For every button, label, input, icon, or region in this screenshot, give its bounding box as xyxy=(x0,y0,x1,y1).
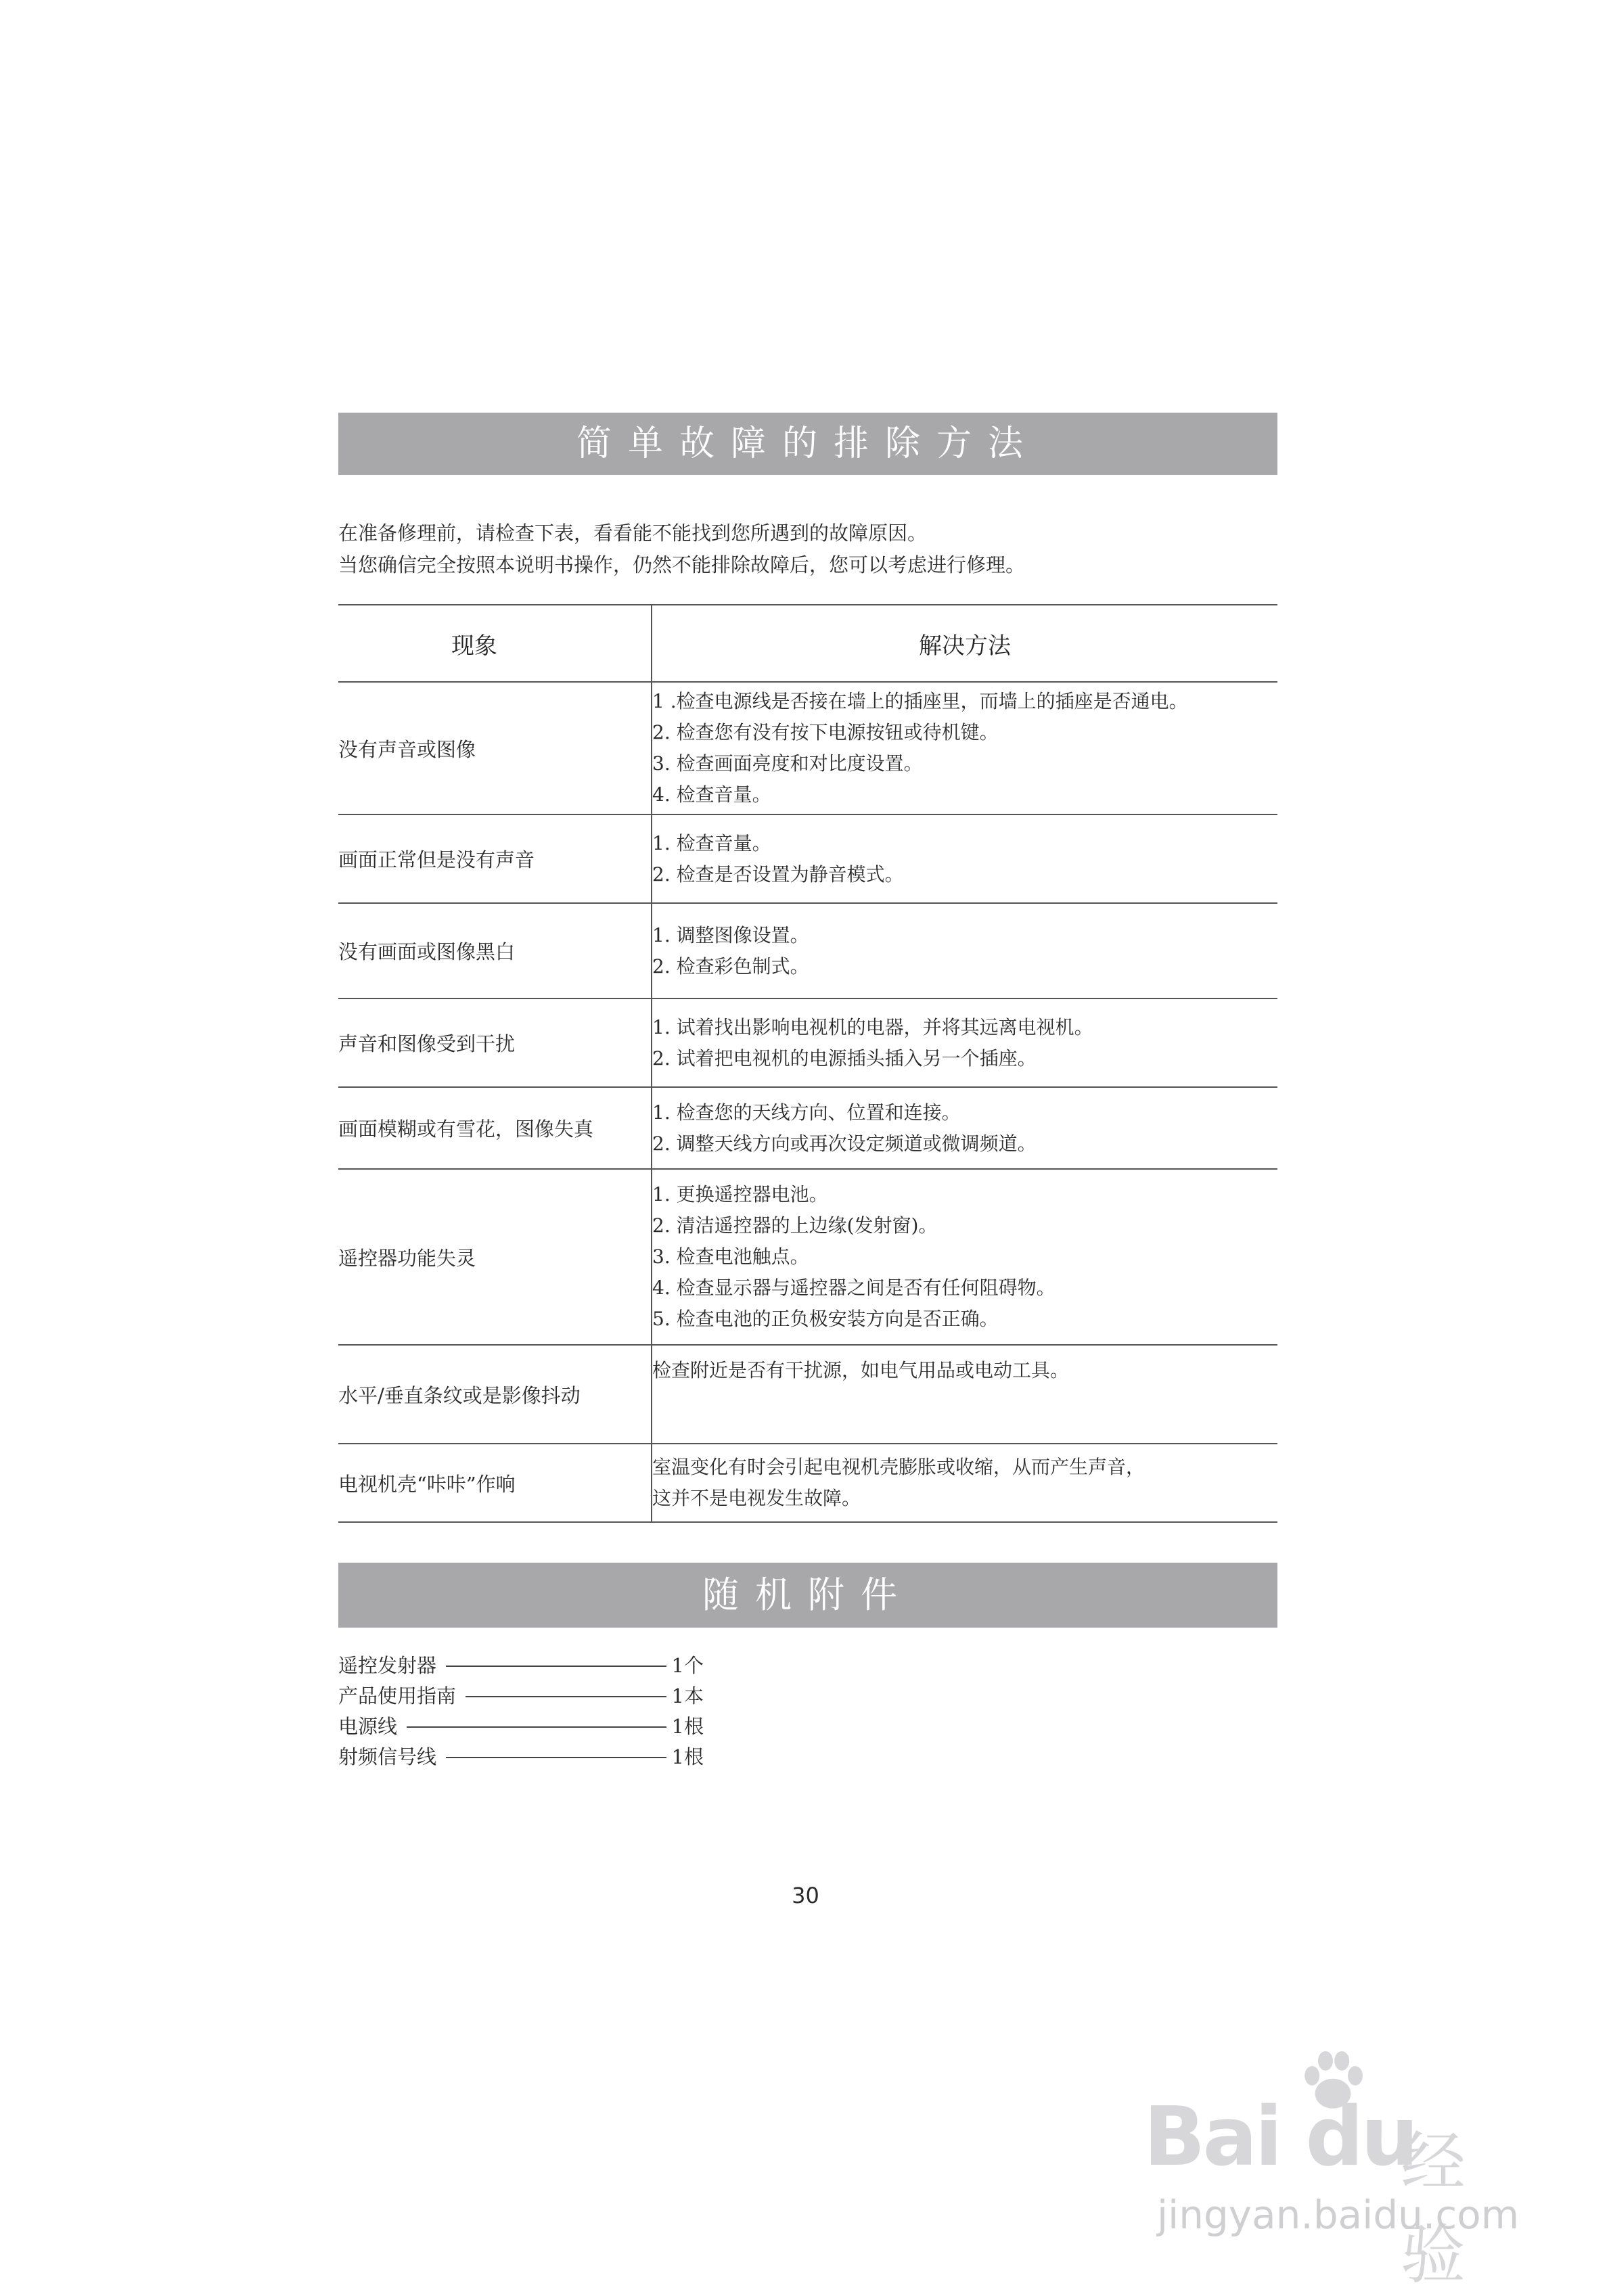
symptom-cell: 没有声音或图像 xyxy=(338,682,652,814)
symptom-cell: 没有画面或图像黑白 xyxy=(338,903,652,998)
solution-step: 2. 清洁遥控器的上边缘(发射窗)。 xyxy=(652,1214,938,1237)
accessory-item xyxy=(338,1681,704,1712)
table-row xyxy=(338,814,1277,903)
solution-step: 1. 试着找出影响电视机的电器，并将其远离电视机。 xyxy=(652,1015,1093,1038)
solution-cell xyxy=(652,1087,1277,1169)
table-row xyxy=(338,682,1277,814)
watermark-logo-cn: 经验 xyxy=(1401,2124,1466,2293)
accessory-quantity: 1个 xyxy=(671,1654,704,1677)
symptom-cell: 遥控器功能失灵 xyxy=(338,1169,652,1345)
solution-cell xyxy=(652,1169,1277,1345)
accessory-item xyxy=(338,1742,704,1772)
accessory-name: 产品使用指南 xyxy=(338,1684,457,1707)
solution-step: 室温变化有时会引起电视机壳膨胀或收缩，从而产生声音， xyxy=(652,1456,1145,1478)
solution-step: 3. 检查画面亮度和对比度设置。 xyxy=(652,752,923,775)
section-title-troubleshooting: 简单故障的排除方法 xyxy=(338,413,1277,475)
solution-step: 1. 更换遥控器电池。 xyxy=(652,1183,828,1206)
table-row xyxy=(338,1444,1277,1522)
solution-step: 1 .检查电源线是否接在墙上的插座里，而墙上的插座是否通电。 xyxy=(652,690,1188,712)
leader-line xyxy=(407,1726,666,1728)
solution-step: 这并不是电视发生故障。 xyxy=(652,1487,861,1509)
solution-step: 3. 检查电池触点。 xyxy=(652,1245,809,1268)
leader-line xyxy=(446,1757,666,1758)
table-row xyxy=(338,1345,1277,1444)
solution-cell xyxy=(652,814,1277,903)
accessory-quantity: 1根 xyxy=(671,1715,704,1738)
solution-step: 2. 调整天线方向或再次设定频道或微调频道。 xyxy=(652,1132,1037,1155)
solution-step: 1. 调整图像设置。 xyxy=(652,923,809,946)
accessory-item xyxy=(338,1712,704,1742)
symptom-cell: 水平/垂直条纹或是影像抖动 xyxy=(338,1345,652,1444)
intro-text xyxy=(338,518,1025,581)
symptom-cell: 电视机壳“咔咔”作响 xyxy=(338,1444,652,1522)
solution-step: 1. 检查您的天线方向、位置和连接。 xyxy=(652,1101,961,1124)
accessory-quantity: 1本 xyxy=(671,1684,704,1707)
watermark-url: jingyan.baidu.com xyxy=(1157,2192,1520,2238)
symptom-cell: 画面正常但是没有声音 xyxy=(338,814,652,903)
solution-step: 1. 检查音量。 xyxy=(652,831,771,854)
column-header-symptom: 现象 xyxy=(338,605,652,682)
solution-step: 2. 检查彩色制式。 xyxy=(652,955,809,978)
symptom-cell: 画面模糊或有雪花，图像失真 xyxy=(338,1087,652,1169)
solution-step: 4. 检查音量。 xyxy=(652,783,771,806)
solution-step: 2. 检查您有没有按下电源按钮或待机键。 xyxy=(652,721,999,743)
leader-line xyxy=(466,1696,666,1697)
watermark-logo: Bai du xyxy=(1143,2090,1416,2184)
accessory-name: 射频信号线 xyxy=(338,1745,437,1768)
solution-cell xyxy=(652,1345,1277,1444)
symptom-cell: 声音和图像受到干扰 xyxy=(338,998,652,1087)
baidu-watermark xyxy=(1143,2050,1522,2293)
solution-cell xyxy=(652,998,1277,1087)
accessory-item xyxy=(338,1651,704,1681)
table-row xyxy=(338,1169,1277,1345)
solution-step: 检查附近是否有干扰源，如电气用品或电动工具。 xyxy=(652,1359,1070,1381)
solution-step: 5. 检查电池的正负极安装方向是否正确。 xyxy=(652,1308,999,1330)
leader-line xyxy=(446,1666,666,1667)
table-header-row xyxy=(338,605,1277,682)
accessory-quantity: 1根 xyxy=(671,1745,704,1768)
section-title-accessories: 随机附件 xyxy=(338,1563,1277,1628)
solution-step: 4. 检查显示器与遥控器之间是否有任何阻碍物。 xyxy=(652,1277,1056,1299)
table-row xyxy=(338,998,1277,1087)
accessory-name: 电源线 xyxy=(338,1715,398,1738)
table-row xyxy=(338,1087,1277,1169)
solution-step: 2. 检查是否设置为静音模式。 xyxy=(652,863,904,886)
column-header-solution: 解决方法 xyxy=(652,605,1277,682)
accessories-list xyxy=(338,1651,704,1772)
intro-line-2: 当您确信完全按照本说明书操作，仍然不能排除故障后，您可以考虑进行修理。 xyxy=(338,553,1026,576)
troubleshooting-table xyxy=(338,604,1277,1523)
solution-cell xyxy=(652,1444,1277,1522)
solution-cell xyxy=(652,903,1277,998)
page-number: 30 xyxy=(792,1883,819,1908)
accessory-name: 遥控发射器 xyxy=(338,1654,437,1677)
solution-step: 2. 试着把电视机的电源插头插入另一个插座。 xyxy=(652,1047,1037,1070)
intro-line-1: 在准备修理前，请检查下表，看看能不能找到您所遇到的故障原因。 xyxy=(338,522,928,545)
table-row xyxy=(338,903,1277,998)
solution-cell xyxy=(652,682,1277,814)
